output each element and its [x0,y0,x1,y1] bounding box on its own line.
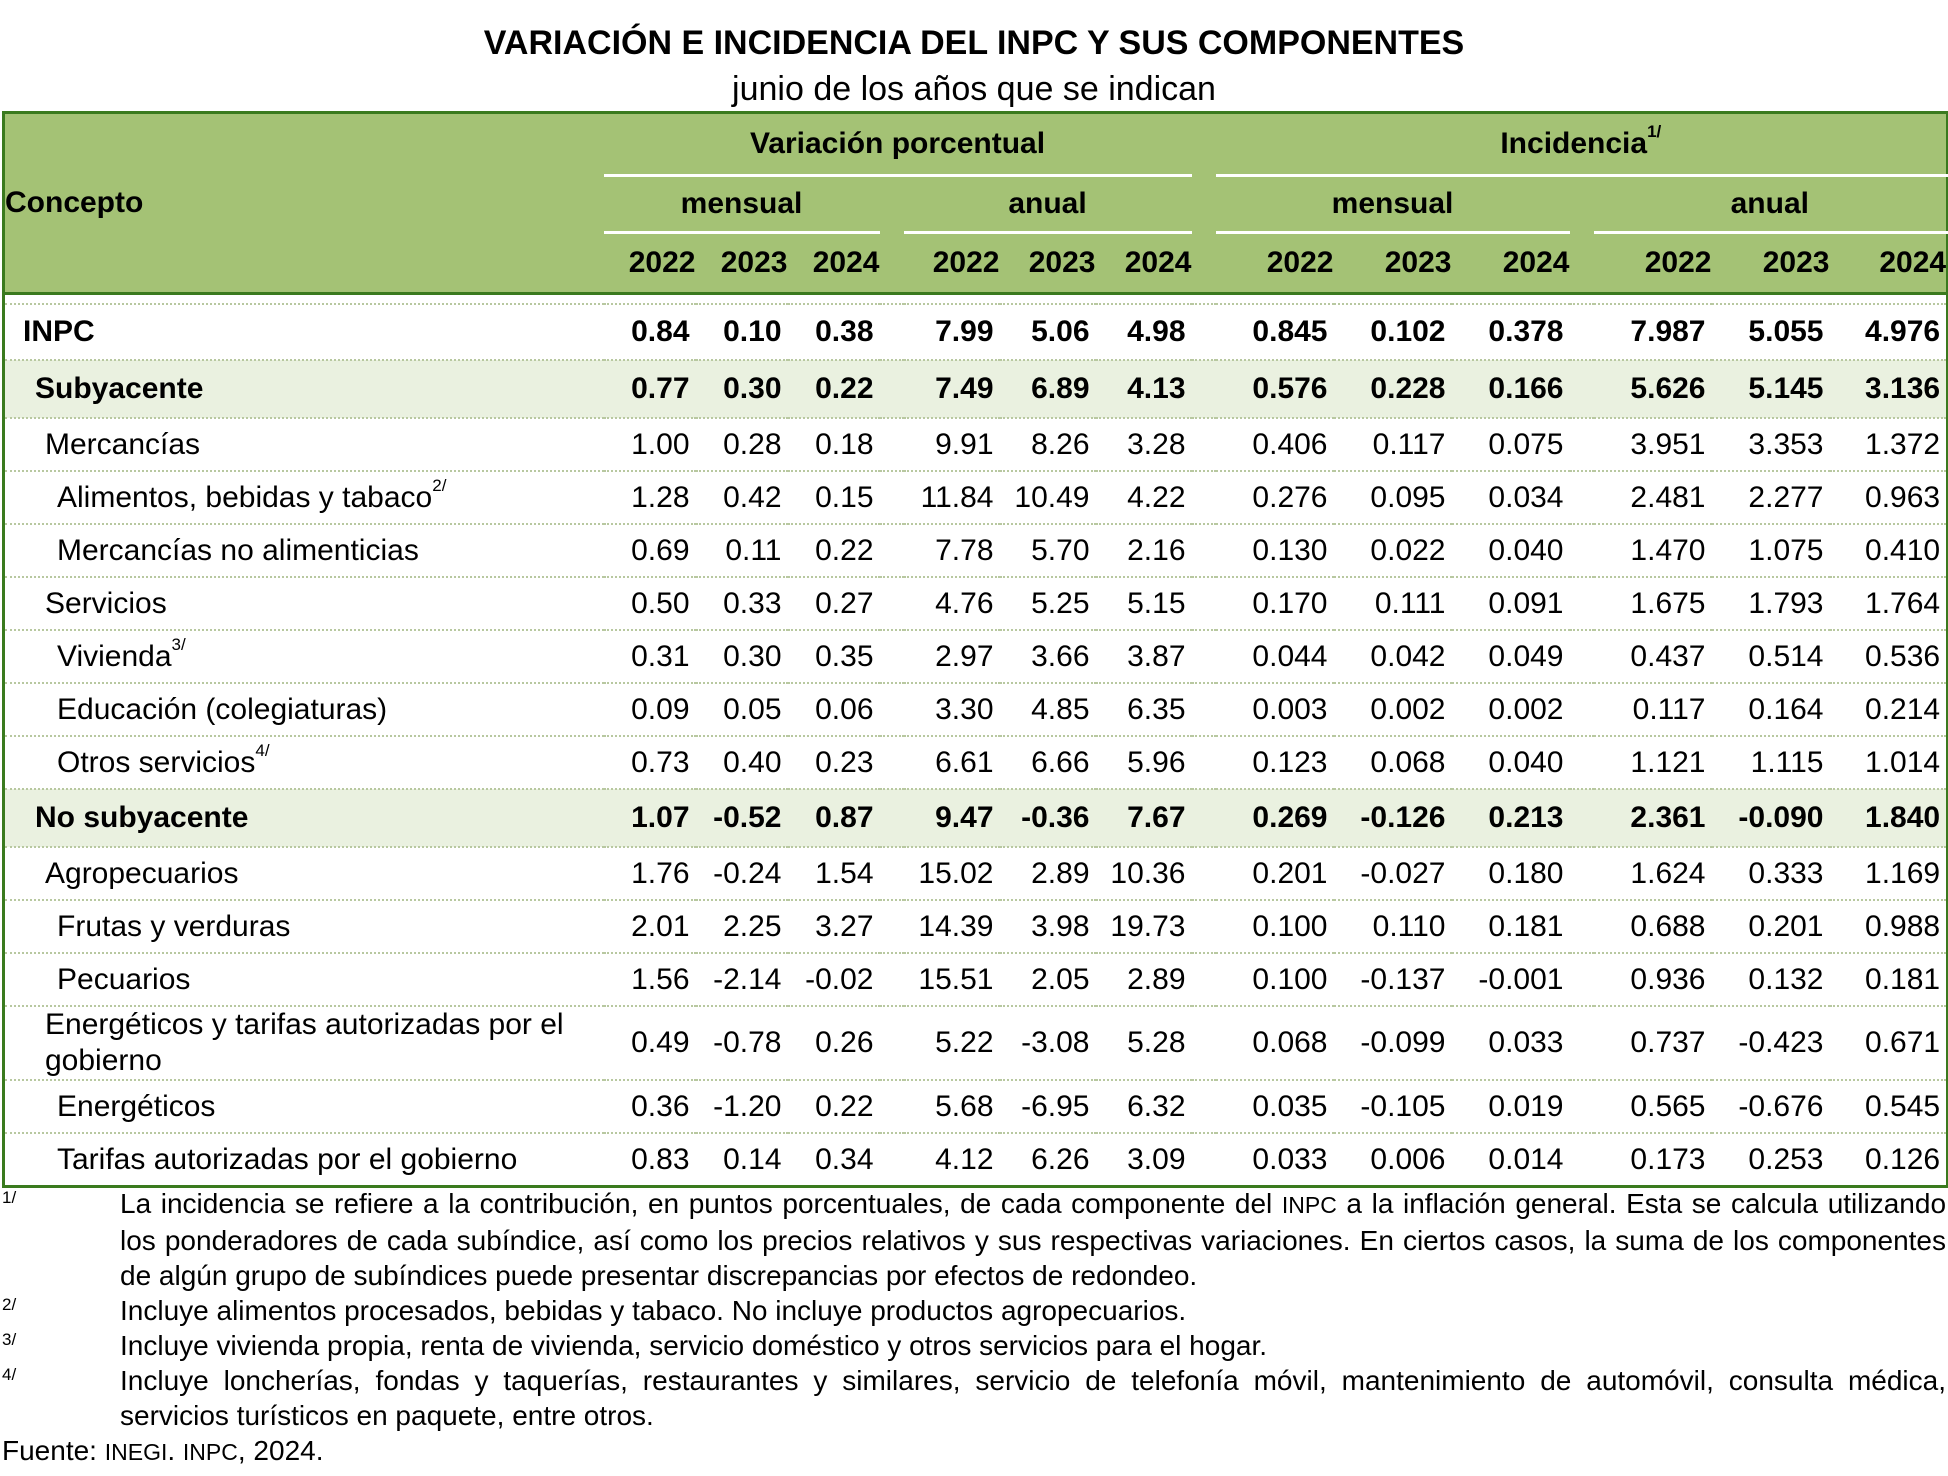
table-row [4,900,1948,953]
row-label: Educación (colegiaturas) [4,683,604,736]
header-year: 2024 [788,233,880,294]
cell-va: 2.97 [904,630,1000,683]
cell-vm: 1.54 [788,847,880,900]
header-variacion-anual: anual [904,176,1192,233]
cell-vm: 2.01 [604,900,696,953]
cell-va: -3.08 [1000,1006,1096,1080]
cell-ia: 1.793 [1712,577,1830,630]
cell-im: 0.044 [1216,630,1334,683]
cell-ia: 1.372 [1830,418,1948,471]
table-row [4,789,1948,847]
cell-va: 10.49 [1000,471,1096,524]
cell-va: 7.67 [1096,789,1192,847]
header-year: 2024 [1830,233,1948,294]
cell-ia: 0.253 [1748,1142,1824,1176]
cell-im: 0.213 [1452,789,1570,847]
footnote-ref: 2/ [432,475,447,495]
cell-ia: 0.688 [1594,900,1712,953]
footnote-2 [2,1293,1946,1328]
cell-va: 11.84 [904,471,1000,524]
cell-vm: 1.28 [604,471,696,524]
cell-im: 0.166 [1452,360,1570,418]
cell-ia: 0.164 [1712,683,1830,736]
cell-va: 5.25 [1000,577,1096,630]
table-row [4,630,1948,683]
row-label: Frutas y verduras [4,900,604,953]
cell-ia: 4.976 [1830,304,1948,360]
cell-im: 0.006 [1370,1142,1446,1176]
footnote-text: La incidencia se refiere a la contribución, en puntos porcentuales, de cada componente del INPC a la inflación general. Esta se calcula utilizando los ponderadores de cada subíndice, así como los precios relativos y sus respectivas variaciones. En ciertos casos, la suma de los componentes de algún grupo de subíndices puede presentar discrepancias por efectos de redondeo. [120,1188,1947,1291]
cell-ia: 0.126 [1865,1142,1941,1176]
cell-vm: -0.52 [696,789,788,847]
cell-vm: 0.69 [604,524,696,577]
cell-va: 3.98 [1000,900,1096,953]
cell-vm: 0.83 [631,1142,690,1176]
cell-ia: 1.115 [1712,736,1830,789]
cell-ia: 3.353 [1712,418,1830,471]
cell-va: 5.68 [904,1080,1000,1133]
header-variacion-porcentual: Variación porcentual [604,113,1192,176]
cell-ia: 5.626 [1594,360,1712,418]
cell-vm: 0.30 [696,630,788,683]
cell-va: 9.47 [904,789,1000,847]
table-row [4,736,1948,789]
row-label: Tarifas autorizadas por el gobierno [57,1142,518,1176]
table-row [4,1006,1948,1080]
cell-vm: -0.24 [696,847,788,900]
cell-ia: 1.075 [1712,524,1830,577]
table-body [4,294,1948,1187]
cell-im: 0.049 [1452,630,1570,683]
cell-vm: 0.10 [696,304,788,360]
cell-va: 5.96 [1096,736,1192,789]
cell-vm: 0.73 [604,736,696,789]
row-label: INPC [4,304,604,360]
footnote-text: Incluye vivienda propia, renta de vivienda, servicio doméstico y otros servicios para el hogar. [120,1330,1268,1361]
cell-im: 0.100 [1216,953,1334,1006]
cell-im: 0.002 [1452,683,1570,736]
inpc-table [2,111,1948,1188]
table-row [4,577,1948,630]
cell-im: 0.102 [1334,304,1452,360]
cell-im: 0.845 [1216,304,1334,360]
cell-va: 4.12 [935,1142,994,1176]
cell-im: 0.181 [1452,900,1570,953]
cell-ia: 1.840 [1830,789,1948,847]
table-row [4,524,1948,577]
footnote-text: Incluye loncherías, fondas y taquerías, restaurantes y similares, servicio de telefonía móvil, mantenimiento de automóvil, consulta médica, servicios turísticos en paquete, entre otros. [120,1365,1946,1431]
row-label: Mercancías no alimenticias [4,524,604,577]
cell-ia: 1.014 [1830,736,1948,789]
footnote-ref: 3/ [171,634,186,654]
cell-va: 14.39 [904,900,1000,953]
cell-va: 19.73 [1096,900,1192,953]
cell-va: 5.06 [1000,304,1096,360]
cell-vm: 0.06 [788,683,880,736]
row-label: Energéticos y tarifas autorizadas por el gobierno [4,1006,604,1080]
table-row [4,683,1948,736]
cell-vm: 0.23 [788,736,880,789]
cell-vm: 0.31 [604,630,696,683]
footnote-1 [2,1186,1946,1293]
cell-vm: 0.22 [788,360,880,418]
cell-ia: 2.481 [1594,471,1712,524]
cell-ia: 0.333 [1712,847,1830,900]
cell-im: 0.034 [1452,471,1570,524]
cell-vm: 1.76 [604,847,696,900]
cell-va: 3.28 [1096,418,1192,471]
cell-vm: 0.27 [788,577,880,630]
cell-im: 0.003 [1216,683,1334,736]
cell-vm: 0.33 [696,577,788,630]
cell-va: 15.02 [904,847,1000,900]
cell-va: 3.09 [1127,1142,1186,1176]
header-year: 2024 [1452,233,1570,294]
row-label: Otros servicios$^{4/}$ [4,736,604,789]
cell-vm: 0.49 [604,1006,696,1080]
cell-vm: 3.27 [788,900,880,953]
cell-vm: 0.40 [696,736,788,789]
cell-ia: 7.987 [1594,304,1712,360]
cell-ia: 1.675 [1594,577,1712,630]
cell-vm: 0.22 [788,524,880,577]
cell-im: 0.091 [1452,577,1570,630]
cell-va: 8.26 [1000,418,1096,471]
table-title: VARIACIÓN E INCIDENCIA DEL INPC Y SUS COMPONENTES [483,24,1465,62]
cell-va: 10.36 [1096,847,1192,900]
footnote-ref-1: 1/ [1647,122,1662,141]
footnotes [2,1186,1946,1470]
row-label: Pecuarios [4,953,604,1006]
cell-im: 0.170 [1216,577,1334,630]
cell-vm: 0.09 [604,683,696,736]
cell-va: 4.85 [1000,683,1096,736]
table-row [4,1080,1948,1133]
cell-va: 7.99 [904,304,1000,360]
cell-va: 15.51 [904,953,1000,1006]
row-label: Servicios [4,577,604,630]
cell-ia: 1.470 [1594,524,1712,577]
footnote-text: Incluye alimentos procesados, bebidas y tabaco. No incluye productos agropecuarios. [120,1295,1187,1326]
cell-va: 6.61 [904,736,1000,789]
cell-im: -0.126 [1334,789,1452,847]
cell-va: 4.98 [1096,304,1192,360]
cell-vm: 0.18 [788,418,880,471]
cell-ia: -0.090 [1712,789,1830,847]
footnote-ref: 4/ [255,740,270,760]
cell-ia: 0.181 [1830,953,1948,1006]
cell-vm: 0.77 [604,360,696,418]
cell-ia: 0.545 [1830,1080,1948,1133]
cell-ia: 0.410 [1830,524,1948,577]
footnote-4 [2,1363,1946,1433]
cell-im: 0.042 [1334,630,1452,683]
cell-ia: 0.437 [1594,630,1712,683]
table-subtitle: junio de los años que se indican [732,70,1216,108]
cell-va: 4.76 [904,577,1000,630]
cell-va: 4.22 [1096,471,1192,524]
cell-im: 0.100 [1216,900,1334,953]
cell-ia: 2.277 [1712,471,1830,524]
cell-im: 0.110 [1334,900,1452,953]
cell-va: -0.36 [1000,789,1096,847]
footnote-3 [2,1328,1946,1363]
header-incidencia-anual: anual [1594,176,1948,233]
cell-im: -0.001 [1452,953,1570,1006]
cell-im: -0.105 [1334,1080,1452,1133]
cell-im: 0.130 [1216,524,1334,577]
cell-va: 6.35 [1096,683,1192,736]
cell-ia: 0.963 [1830,471,1948,524]
cell-im: 0.002 [1334,683,1452,736]
cell-im: 0.378 [1452,304,1570,360]
cell-vm: 0.28 [696,418,788,471]
cell-im: 0.123 [1216,736,1334,789]
cell-vm: 0.84 [604,304,696,360]
cell-ia: 0.214 [1830,683,1948,736]
cell-vm: 0.38 [788,304,880,360]
cell-im: 0.068 [1334,736,1452,789]
cell-va: 6.32 [1096,1080,1192,1133]
cell-va: 5.22 [904,1006,1000,1080]
cell-vm: 1.56 [604,953,696,1006]
table-row [4,847,1948,900]
cell-im: 0.040 [1452,736,1570,789]
cell-ia: 5.145 [1712,360,1830,418]
cell-ia: 0.671 [1830,1006,1948,1080]
cell-ia: 0.201 [1712,900,1830,953]
cell-va: 6.26 [1031,1142,1090,1176]
cell-ia: -0.676 [1712,1080,1830,1133]
cell-va: 5.28 [1096,1006,1192,1080]
cell-ia: 0.173 [1630,1142,1706,1176]
cell-vm: -1.20 [696,1080,788,1133]
header-year: 2022 [1216,233,1334,294]
cell-vm: 0.22 [788,1080,880,1133]
cell-im: 0.269 [1216,789,1334,847]
header-year: 2022 [604,233,696,294]
cell-ia: 3.951 [1594,418,1712,471]
cell-ia: 1.764 [1830,577,1948,630]
header-incidencia-mensual: mensual [1216,176,1570,233]
cell-va: 5.70 [1000,524,1096,577]
cell-ia: 0.117 [1594,683,1712,736]
cell-im: 0.095 [1334,471,1452,524]
header-variacion-mensual: mensual [604,176,880,233]
footnote-mark: 1/ [2,1188,17,1207]
cell-im: 0.019 [1452,1080,1570,1133]
cell-va: 4.13 [1096,360,1192,418]
cell-va: 3.66 [1000,630,1096,683]
cell-va: -6.95 [1000,1080,1096,1133]
header-year: 2023 [696,233,788,294]
cell-va: 6.66 [1000,736,1096,789]
cell-vm: 0.35 [788,630,880,683]
cell-va: 5.15 [1096,577,1192,630]
cell-ia: 1.624 [1594,847,1712,900]
cell-vm: 0.34 [815,1142,874,1176]
cell-ia: 0.514 [1712,630,1830,683]
cell-vm: 0.14 [723,1142,782,1176]
table-row [4,418,1948,471]
footnote-mark: 2/ [2,1295,17,1314]
cell-vm: 1.07 [604,789,696,847]
footnote-mark: 4/ [2,1365,17,1384]
row-label: Mercancías [4,418,604,471]
cell-im: 0.228 [1334,360,1452,418]
header-year: 2022 [1594,233,1712,294]
cell-ia: 3.136 [1830,360,1948,418]
cell-im: 0.180 [1452,847,1570,900]
cell-vm: 0.42 [696,471,788,524]
table-row [4,471,1948,524]
cell-im: 0.201 [1216,847,1334,900]
cell-ia: 5.055 [1712,304,1830,360]
cell-im: 0.022 [1334,524,1452,577]
cell-im: 0.276 [1216,471,1334,524]
cell-vm: 0.50 [604,577,696,630]
cell-va: 3.30 [904,683,1000,736]
cell-va: 7.49 [904,360,1000,418]
cell-im: 0.033 [1252,1142,1328,1176]
table-row [4,304,1948,360]
cell-vm: 0.87 [788,789,880,847]
row-label: No subyacente [4,789,604,847]
cell-va: 2.05 [1000,953,1096,1006]
header-incidencia: Incidencia$^{1/}$ [1216,113,1948,176]
cell-im: 0.075 [1452,418,1570,471]
cell-im: -0.137 [1334,953,1452,1006]
cell-im: 0.406 [1216,418,1334,471]
cell-ia: 1.121 [1594,736,1712,789]
cell-vm: 0.30 [696,360,788,418]
cell-ia: 2.361 [1594,789,1712,847]
cell-im: -0.027 [1334,847,1452,900]
cell-va: 2.89 [1000,847,1096,900]
footnote-mark: 3/ [2,1330,17,1349]
cell-ia: -0.423 [1712,1006,1830,1080]
cell-vm: 1.00 [604,418,696,471]
cell-ia: 0.536 [1830,630,1948,683]
cell-va: 6.89 [1000,360,1096,418]
row-label: Vivienda$^{3/}$ [4,630,604,683]
row-label: Energéticos [4,1080,604,1133]
cell-va: 3.87 [1096,630,1192,683]
cell-im: 0.111 [1334,577,1452,630]
row-label: Subyacente [4,360,604,418]
cell-va: 2.16 [1096,524,1192,577]
header-year: 2023 [1000,233,1096,294]
cell-im: 0.033 [1452,1006,1570,1080]
header-year: 2024 [1096,233,1192,294]
cell-vm: 0.11 [696,524,788,577]
cell-vm: 0.26 [788,1006,880,1080]
header-year: 2023 [1334,233,1452,294]
row-label: Alimentos, bebidas y tabaco$^{2/}$ [4,471,604,524]
header-year: 2023 [1712,233,1830,294]
header-concepto: Concepto [4,113,604,294]
source-line: Fuente: INEGI. INPC, 2024. [2,1435,324,1466]
header-year: 2022 [904,233,1000,294]
cell-ia: 0.132 [1712,953,1830,1006]
cell-vm: 2.25 [696,900,788,953]
cell-ia: 1.169 [1830,847,1948,900]
table-row [4,953,1948,1006]
cell-vm: -2.14 [696,953,788,1006]
cell-va: 2.89 [1096,953,1192,1006]
cell-ia: 0.565 [1594,1080,1712,1133]
cell-im: 0.576 [1216,360,1334,418]
table-row [4,1133,1948,1187]
cell-im: 0.117 [1334,418,1452,471]
cell-va: 7.78 [904,524,1000,577]
cell-vm: 0.15 [788,471,880,524]
cell-im: 0.035 [1216,1080,1334,1133]
cell-im: -0.099 [1334,1006,1452,1080]
cell-vm: 0.05 [696,683,788,736]
cell-im: 0.014 [1488,1142,1564,1176]
cell-vm: 0.36 [604,1080,696,1133]
cell-ia: 0.936 [1594,953,1712,1006]
row-label: Agropecuarios [4,847,604,900]
cell-ia: 0.988 [1830,900,1948,953]
cell-vm: -0.02 [788,953,880,1006]
cell-im: 0.040 [1452,524,1570,577]
cell-va: 9.91 [904,418,1000,471]
table-row [4,360,1948,418]
cell-im: 0.068 [1216,1006,1334,1080]
cell-ia: 0.737 [1594,1006,1712,1080]
cell-vm: -0.78 [696,1006,788,1080]
